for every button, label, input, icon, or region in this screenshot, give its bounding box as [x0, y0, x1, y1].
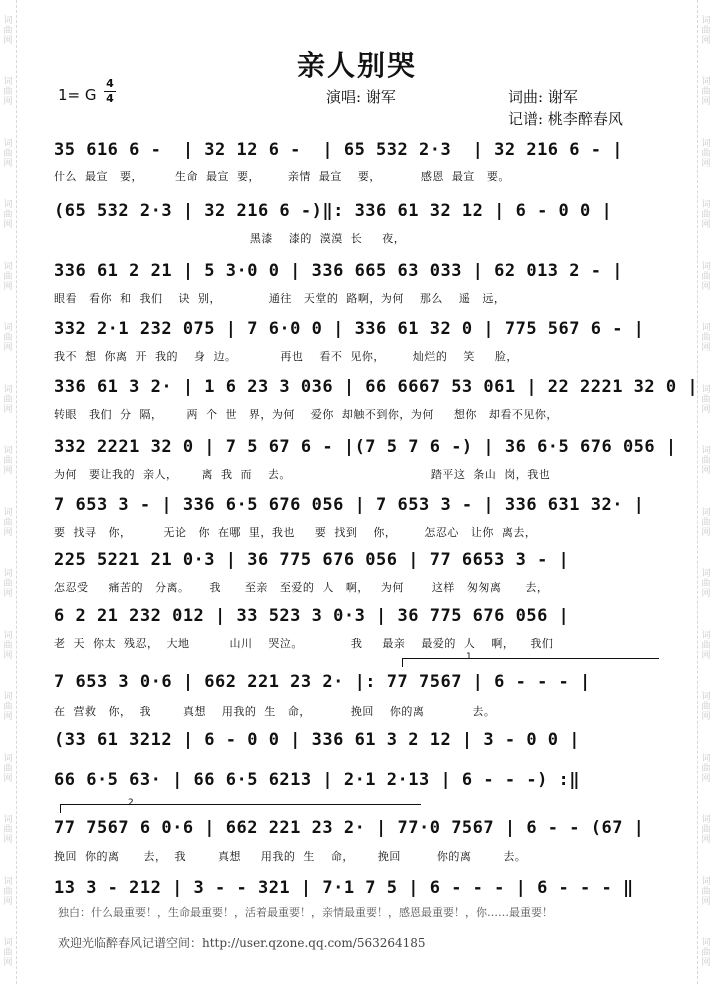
lyrics-line: 挽回 你的离 去， 我 真想 用我的 生 命， 挽回 你的离 去。: [54, 850, 527, 863]
time-signature-top: 4: [106, 77, 114, 90]
watermark-text: 词 曲 网: [3, 753, 13, 784]
notation-line: 13 3 - 212 | 3 - - 321 | 7·1 7 5 | 6 - - - | 6 - - - ‖: [54, 878, 634, 898]
watermark-strip-left: [0, 0, 17, 984]
watermark-text: 词 曲 网: [701, 692, 711, 723]
lyrics-line: 老 天 你太 残忍， 大地 山川 哭泣。 我 最亲 最爱的 人 啊， 我们: [54, 637, 554, 650]
watermark-text: 词 曲 网: [3, 692, 13, 723]
watermark-text: 词 曲 网: [3, 138, 13, 169]
notation-line: 6 2 21 232 012 | 33 523 3 0·3 | 36 775 676 056 |: [54, 606, 570, 626]
watermark-text: 词 曲 网: [701, 15, 711, 46]
watermark-text: 词 曲 网: [3, 938, 13, 969]
lyrics-line: 为何 要让我的 亲人， 离 我 而 去。 踏平这 条山 岗，我也: [54, 468, 551, 481]
watermark-text: 词 曲 网: [3, 569, 13, 600]
watermark-text: 词 曲 网: [701, 753, 711, 784]
watermark-text: 词 曲 网: [701, 261, 711, 292]
time-signature: [104, 78, 116, 105]
lyrics-line: 什么 最宣 要， 生命 最宣 要， 亲情 最宣 要， 感恩 最宣 要。: [54, 170, 510, 183]
transcriber-credit: 记谱: 桃李醉春风: [508, 110, 623, 128]
watermark-text: 词 曲 网: [3, 630, 13, 661]
notation-line: 7 653 3 - | 336 6·5 676 056 | 7 653 3 - | 336 631 32· |: [54, 495, 645, 515]
time-signature-bottom: 4: [106, 92, 114, 105]
notation-line: 7 653 3 0·6 | 662 221 23 2· |: 77 7567 | 6 - - - |: [54, 672, 591, 692]
footer-credit: 欢迎光临醉春风记谱空间：http://user.qzone.qq.com/563264185: [58, 936, 426, 950]
notation-line: (33 61 3212 | 6 - 0 0 | 336 61 3 2 12 | 3 - 0 0 |: [54, 730, 581, 750]
watermark-text: 词 曲 网: [3, 261, 13, 292]
watermark-text: 词 曲 网: [701, 384, 711, 415]
watermark-text: 词 曲 网: [3, 323, 13, 354]
second-ending-bracket: [60, 804, 421, 813]
notation-line: 336 61 2 21 | 5 3·0 0 | 336 665 63 033 | 62 013 2 - |: [54, 261, 623, 281]
watermark-text: 词 曲 网: [701, 630, 711, 661]
first-ending-number: 1: [466, 652, 472, 662]
notation-line: 336 61 3 2· | 1 6 23 3 036 | 66 6667 53 061 | 22 2221 32 0 |: [54, 377, 699, 397]
watermark-text: 词 曲 网: [3, 384, 13, 415]
watermark-text: 词 曲 网: [701, 876, 711, 907]
watermark-text: 词 曲 网: [3, 815, 13, 846]
notation-line: 35 616 6 - | 32 12 6 - | 65 532 2·3 | 32 216 6 - |: [54, 140, 623, 160]
watermark-text: 词 曲 网: [701, 77, 711, 108]
second-ending-number: 2: [128, 798, 134, 808]
notation-line: 332 2·1 232 075 | 7 6·0 0 | 336 61 32 0 | 775 567 6 - |: [54, 319, 645, 339]
watermark-text: 词 曲 网: [3, 507, 13, 538]
song-title: 亲人别哭: [296, 49, 417, 82]
watermark-text: 词 曲 网: [3, 446, 13, 477]
watermark-text: 词 曲 网: [3, 77, 13, 108]
watermark-text: 词 曲 网: [3, 876, 13, 907]
watermark-text: 词 曲 网: [701, 569, 711, 600]
key-signature: 1= G: [58, 86, 97, 104]
watermark-text: 词 曲 网: [701, 815, 711, 846]
notation-line: 332 2221 32 0 | 7 5 67 6 - |(7 5 7 6 -) | 36 6·5 676 056 |: [54, 437, 677, 457]
lyrics-line: 我不 想 你离 开 我的 身 边。 再也 看不 见你， 灿烂的 笑 脸，: [54, 350, 518, 363]
watermark-text: 词 曲 网: [701, 507, 711, 538]
lyrics-line: 眼看 看你 和 我们 诀 别， 通往 天堂的 路啊，为何 那么 遥 远，: [54, 292, 506, 305]
watermark-text: 词 曲 网: [701, 323, 711, 354]
lyrics-line: 在 营救 你， 我 真想 用我的 生 命， 挽回 你的离 去。: [54, 705, 496, 718]
watermark-text: 词 曲 网: [701, 200, 711, 231]
watermark-text: 词 曲 网: [701, 446, 711, 477]
notation-line: 225 5221 21 0·3 | 36 775 676 056 | 77 6653 3 - |: [54, 550, 570, 570]
lyrics-line: 怎忍受 痛苦的 分离。 我 至亲 至爱的 人 啊， 为何 这样 匆匆离 去，: [54, 581, 549, 594]
notation-line: 66 6·5 63· | 66 6·5 6213 | 2·1 2·13 | 6 - - -) :‖: [54, 770, 581, 790]
notation-line: 77 7567 6 0·6 | 662 221 23 2· | 77·0 7567 | 6 - - (67 |: [54, 818, 645, 838]
singer-credit: 演唱: 谢军: [326, 88, 396, 106]
monologue-note: 独白：什么最重要！，生命最重要！，活着最重要！，亲情最重要！，感恩最重要！，你……最重要！: [58, 906, 553, 919]
watermark-text: 词 曲 网: [3, 15, 13, 46]
lyrics-line: 要 找寻 你， 无论 你 在哪 里，我也 要 找到 你， 怎忍心 让你 离去，: [54, 526, 537, 539]
lyrics-line: 转眼 我们 分 隔， 两 个 世 界，为何 爱你 却触不到你，为何 想你 却看不见你，: [54, 408, 558, 421]
lyrics-line: 黑漆 漆的 漠漠 长 夜，: [54, 232, 406, 245]
watermark-text: 词 曲 网: [701, 138, 711, 169]
watermark-strip-right: [697, 0, 714, 984]
watermark-text: 词 曲 网: [701, 938, 711, 969]
notation-line: (65 532 2·3 | 32 216 6 -)‖: 336 61 32 12 | 6 - 0 0 |: [54, 201, 613, 221]
first-ending-bracket: [402, 658, 659, 667]
watermark-text: 词 曲 网: [3, 200, 13, 231]
composer-credit: 词曲: 谢军: [508, 88, 578, 106]
